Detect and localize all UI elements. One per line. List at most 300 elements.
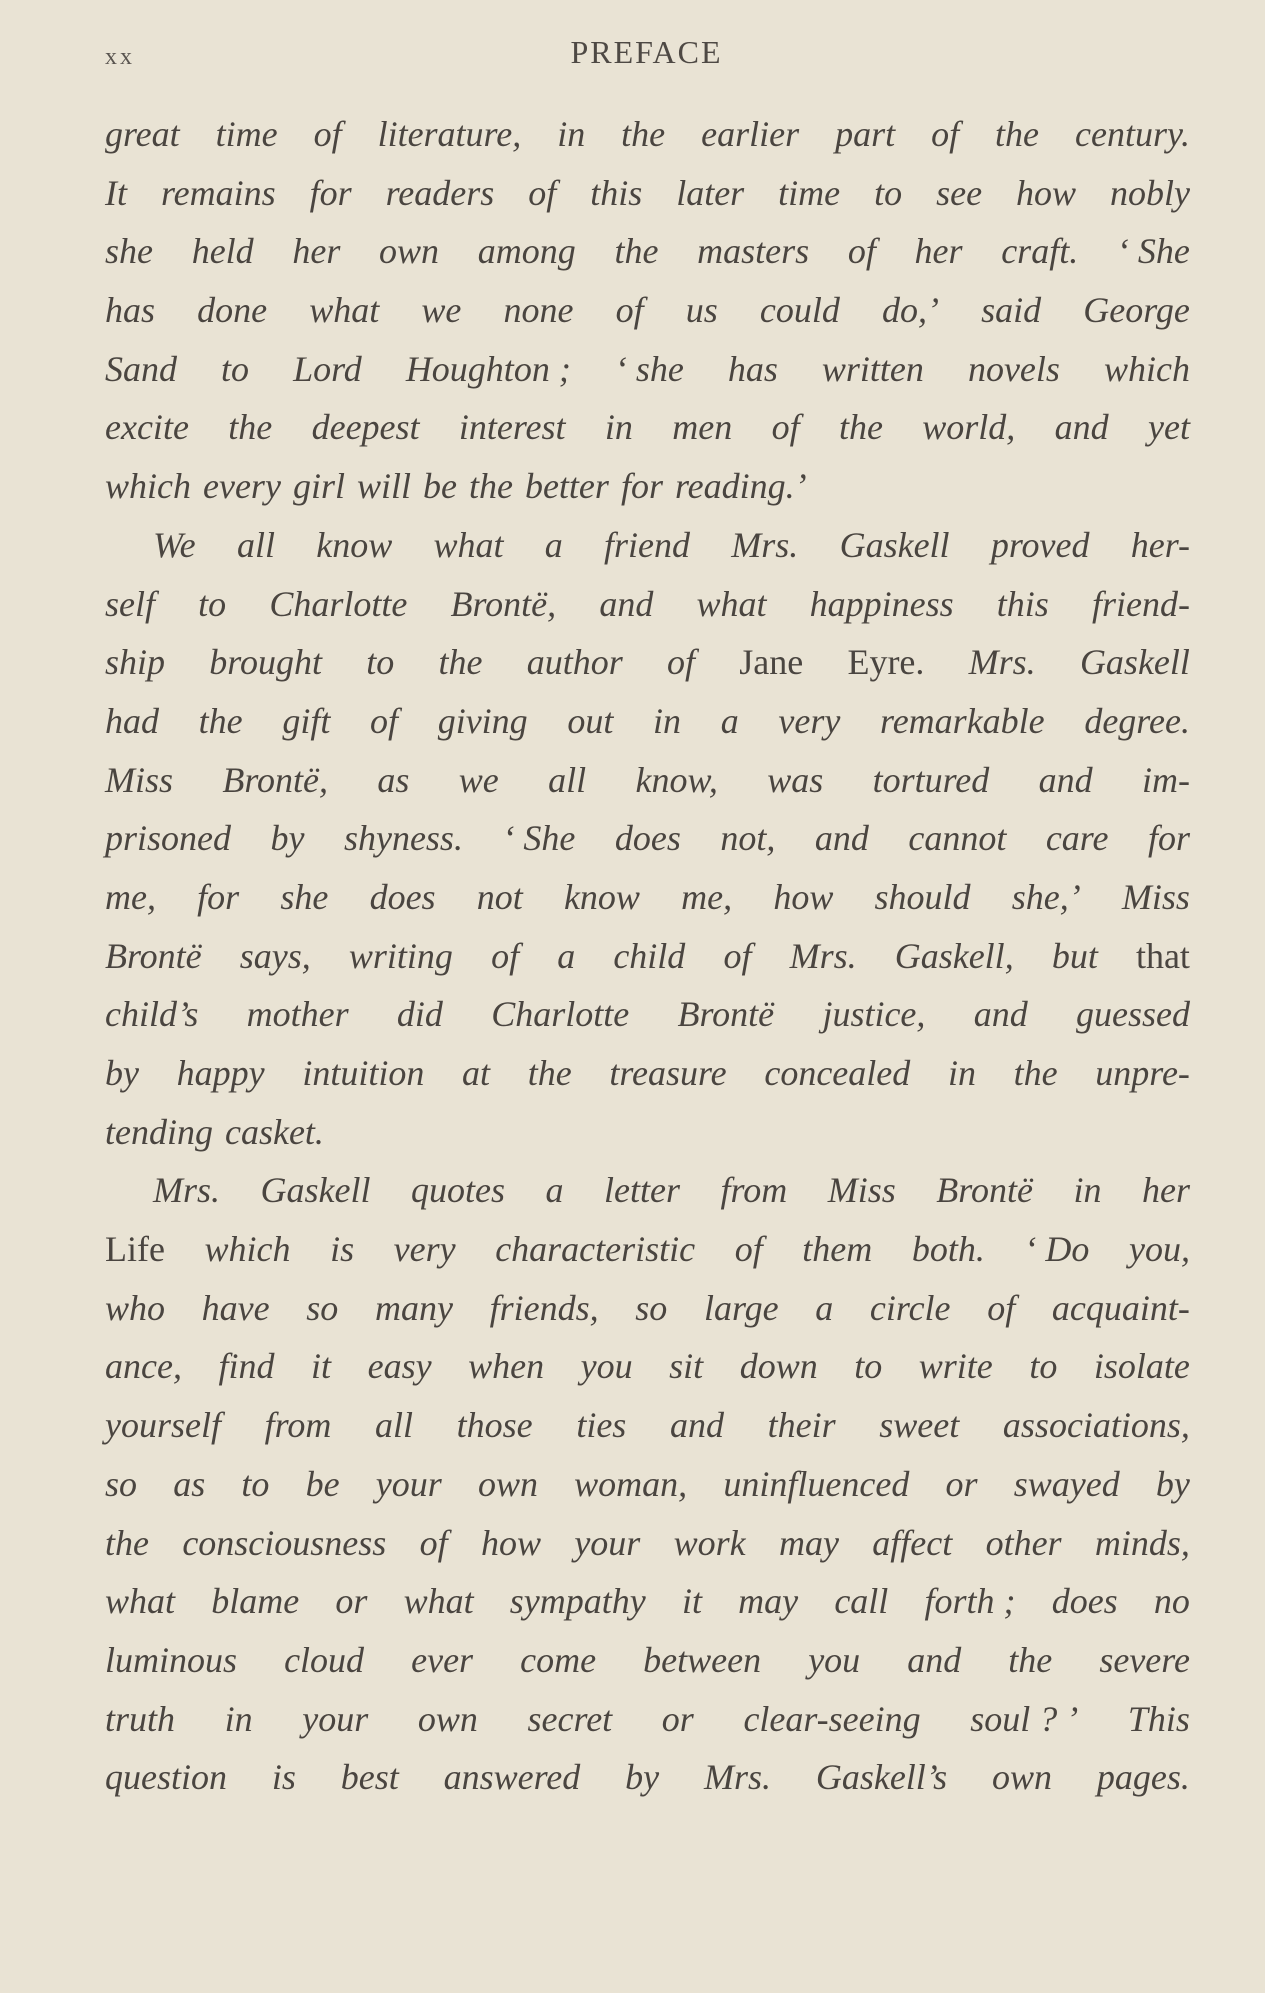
word: own [417,1698,478,1739]
text-line [105,1220,1190,1279]
word: acquaint- [1051,1287,1190,1328]
word: associations, [1002,1405,1190,1446]
word: im- [1141,759,1190,800]
word: was [767,759,824,800]
word: ‘ she [614,348,684,389]
word: we [421,290,462,331]
word: her- [1130,524,1190,565]
word: the [527,1053,572,1093]
word: Brontë [677,994,775,1035]
word: the [198,700,243,741]
word: out [567,700,614,741]
word: so [635,1287,668,1328]
word: intuition [302,1053,425,1093]
word: or [335,1581,368,1622]
word: both. [911,1229,985,1270]
word: and [907,1639,962,1680]
word: own [379,231,440,272]
word: which [1103,348,1190,389]
word: is [271,1757,296,1798]
word: Brontë, [450,583,557,624]
page-number: xx [105,44,135,70]
word: time [778,172,841,213]
word: a [720,700,739,741]
word: Charlotte [269,583,408,624]
word: many [374,1287,453,1328]
word: not, [720,818,776,859]
word: know [316,524,393,565]
word: held [191,231,254,272]
word: ever [411,1639,474,1680]
word: ties [576,1405,627,1446]
word: you, [1128,1229,1190,1270]
word: George [1083,290,1190,331]
word: which [105,466,191,507]
word: said [981,290,1042,331]
word: you [808,1639,861,1680]
word: affect [872,1522,953,1563]
word: to [874,172,903,213]
word: your [375,1463,442,1504]
word: Houghton ; [405,348,571,389]
word: very [778,700,841,741]
word: may [778,1522,839,1563]
word: could [759,290,840,331]
word: friend- [1091,583,1190,624]
word: of [931,114,960,154]
word: the [1013,1053,1058,1093]
word: Gaskell [1079,642,1190,683]
word: Lord [293,348,362,389]
text-line [105,1103,1190,1162]
text-line [105,281,1190,340]
word: secret [527,1698,613,1739]
word: excite [105,407,189,448]
word: yourself [105,1405,221,1446]
word: novels [967,348,1060,389]
running-head [105,30,1188,80]
word: severe [1099,1639,1190,1680]
word: of [847,231,876,272]
word: the [1008,1639,1053,1680]
word: Brontë, [222,759,329,800]
word: at [462,1053,491,1093]
word: write [918,1346,993,1387]
word: sit [669,1346,704,1387]
word: by [1155,1463,1190,1504]
word: done [197,290,268,331]
word: tending [105,1111,213,1152]
word: soul ? ’ [970,1698,1079,1739]
word: Brontë [105,935,202,976]
word: what [403,1581,474,1622]
word: in [947,1053,976,1093]
word: Mrs. [968,642,1036,683]
word: as [173,1463,206,1504]
word: come [520,1639,597,1680]
word: Gaskell, [894,935,1014,976]
word: craft. [1001,231,1079,272]
word: isolate [1093,1346,1190,1387]
word: proved [990,524,1090,565]
word: in [604,407,633,448]
word: her [292,231,341,272]
word: of [987,1287,1016,1328]
word: Mrs. [731,524,799,565]
word: clear-seeing [743,1698,921,1739]
word: have [201,1287,270,1328]
text-line [105,398,1190,457]
word: sweet [879,1405,960,1446]
word: of [419,1522,448,1563]
word: casket. [224,1111,324,1152]
word: cloud [284,1639,365,1680]
word: from [264,1405,332,1446]
word: Mrs. [789,935,857,976]
word: Charlotte [491,994,630,1035]
text-line [105,1631,1190,1690]
word: quotes [411,1170,506,1211]
text-line [105,692,1190,751]
text-line [105,1044,1190,1103]
word: best [340,1757,399,1798]
word: of [370,700,399,741]
text-line [105,457,1190,516]
word: she [280,876,329,917]
word: remarkable [880,700,1045,741]
word: call [834,1581,889,1622]
word: ‘ She [1116,231,1190,272]
word: by [625,1757,660,1798]
word: other [985,1522,1062,1563]
word: Miss [1121,876,1190,917]
word: unpre- [1095,1053,1190,1093]
word: to [198,583,227,624]
word: me, [105,876,156,917]
word: treasure [609,1053,727,1093]
word: says, [239,935,311,976]
word: Eyre. [847,642,925,683]
word: may [738,1581,799,1622]
word: does [1051,1581,1118,1622]
word: question [105,1757,227,1798]
word: circle [869,1287,951,1328]
running-title: PREFACE [570,34,723,70]
word: to [366,642,395,683]
word: of [313,114,342,154]
word: all [374,1405,413,1446]
word: mother [246,994,349,1035]
word: those [456,1405,533,1446]
word: and [669,1405,724,1446]
word: child’s [105,994,199,1035]
word: friends, [489,1287,599,1328]
word: of [734,1229,763,1270]
word: do,’ [882,290,940,331]
word: answered [443,1757,581,1798]
text-line [105,222,1190,281]
word: work [673,1522,746,1563]
word: and [1038,759,1093,800]
word: men [672,407,733,448]
word: forth ; [924,1581,1016,1622]
word: and [1054,407,1109,448]
word: down [739,1346,818,1387]
word: own [992,1757,1053,1798]
text-line [105,1279,1190,1338]
word: how [1016,172,1077,213]
word: did [396,994,443,1035]
text-line [105,1337,1190,1396]
word: sympathy [509,1581,646,1622]
word: as [377,759,410,800]
word: or [661,1698,694,1739]
word: uninfluenced [723,1463,910,1504]
word: consciousness [182,1522,387,1563]
word: not [476,876,523,917]
word: had [105,700,159,741]
word: so [306,1287,339,1328]
word: deepest [311,407,420,448]
word: her [914,231,963,272]
text-line [105,985,1190,1044]
text-line [105,868,1190,927]
word: the [838,407,883,448]
word: degree. [1084,700,1190,741]
word: This [1127,1698,1190,1739]
word: find [218,1346,275,1387]
word: of [491,935,520,976]
word: of [615,290,644,331]
word: literature, [377,114,522,154]
word: masters [697,231,810,272]
word: reading.’ [674,466,807,507]
text-line [105,1514,1190,1573]
word: ance, [105,1346,182,1387]
word: a [815,1287,834,1328]
word: woman, [574,1463,688,1504]
word: us [685,290,718,331]
word: pages. [1096,1757,1190,1798]
word: Miss [105,759,174,800]
word: among [477,231,576,272]
text-line [105,340,1190,399]
word: from [720,1170,788,1211]
word: a [545,1170,564,1211]
word: in [1073,1170,1102,1211]
word: writing [348,935,453,976]
text-line [105,1396,1190,1455]
text-line [105,1455,1190,1514]
word: ‘ Do [1024,1229,1090,1270]
word: of [723,935,752,976]
word: every [203,466,281,507]
word: this [996,583,1049,624]
word: that [1135,935,1190,976]
word: we [458,759,499,800]
word: by [270,818,305,859]
word: know, [635,759,718,800]
word: be [305,1463,340,1504]
word: how [773,876,834,917]
word: them [802,1229,873,1270]
word: self [105,583,155,624]
word: gift [282,700,331,741]
word: shyness. [343,818,463,859]
word: Jane [739,642,804,683]
word: giving [437,700,528,741]
word: how [480,1522,541,1563]
text-line [105,1748,1190,1807]
word: guessed [1075,994,1190,1035]
word: it [681,1581,702,1622]
word: for [620,466,663,507]
word: readers [385,172,495,213]
text-line [105,633,1190,692]
word: earlier [701,114,800,154]
word: minds, [1094,1522,1190,1563]
word: the [614,231,659,272]
word: is [330,1229,355,1270]
word: she,’ [1011,876,1081,917]
word: her [1141,1170,1190,1211]
word: for [197,876,240,917]
word: great [105,114,180,154]
word: very [393,1229,456,1270]
word: to [1029,1346,1058,1387]
word: in [224,1698,253,1739]
word: of [666,642,695,683]
word: in [557,114,586,154]
word: girl [292,466,345,507]
word: who [105,1287,166,1328]
word: does [369,876,436,917]
word: between [643,1639,762,1680]
text-line [105,1161,1190,1220]
word: happy [176,1053,265,1093]
text-line [105,1572,1190,1631]
word: you [580,1346,633,1387]
word: letter [604,1170,681,1211]
word: which [204,1229,291,1270]
text-line [105,516,1190,575]
word: swayed [1013,1463,1120,1504]
word: Gaskell [260,1170,371,1211]
word: but [1051,935,1098,976]
word: this [590,172,643,213]
word: Life [105,1229,165,1270]
word: justice, [822,994,926,1035]
word: author [526,642,623,683]
word: a [557,935,576,976]
word: large [703,1287,779,1328]
word: your [302,1698,369,1739]
word: Gaskell [839,524,950,565]
word: We [153,524,196,565]
word: or [945,1463,978,1504]
word: child [613,935,686,976]
word: care [1045,818,1109,859]
word: Sand [105,348,177,389]
text-line [105,164,1190,223]
word: luminous [105,1639,238,1680]
word: your [574,1522,641,1563]
text-line [105,809,1190,868]
word: later [676,172,745,213]
word: the [105,1522,149,1563]
word: what [105,1581,176,1622]
word: see [936,172,983,213]
word: it [311,1346,332,1387]
word: for [309,172,352,213]
word: Gaskell’s [815,1757,948,1798]
word: of [528,172,557,213]
word: happiness [809,583,954,624]
text-line [105,927,1190,986]
word: in [653,700,682,741]
word: be [422,466,457,507]
word: tortured [872,759,990,800]
word: me, [681,876,733,917]
word: concealed [764,1053,911,1093]
word: and [599,583,654,624]
word: brought [209,642,322,683]
word: Mrs. [703,1757,771,1798]
word: what [696,583,767,624]
word: written [821,348,924,389]
word: all [236,524,275,565]
word: the [468,466,513,507]
word: by [105,1053,139,1093]
word: part [835,114,896,154]
word: truth [105,1698,176,1739]
word: has [727,348,778,389]
word: cannot [908,818,1007,859]
word: does [614,818,681,859]
word: has [105,290,156,331]
word: no [1153,1581,1190,1622]
text-line [105,1690,1190,1749]
word: easy [367,1346,432,1387]
word: will [356,466,411,507]
word: what [309,290,380,331]
word: ‘ She [502,818,576,859]
word: all [548,759,587,800]
word: interest [458,407,566,448]
word: nobly [1110,172,1190,213]
word: the [438,642,483,683]
word: friend [604,524,691,565]
word: for [1147,818,1190,859]
body-text [105,105,1190,1807]
word: prisoned [105,818,231,859]
word: know [563,876,640,917]
word: their [767,1405,836,1446]
word: the [621,114,666,154]
word: she [105,231,153,272]
word: to [221,348,250,389]
word: It [105,172,127,213]
word: yet [1147,407,1190,448]
word: a [544,524,563,565]
word: Mrs. [153,1170,221,1211]
text-line [105,575,1190,634]
word: own [477,1463,538,1504]
word: the [995,114,1040,154]
word: should [874,876,971,917]
word: none [503,290,574,331]
word: so [105,1463,138,1504]
